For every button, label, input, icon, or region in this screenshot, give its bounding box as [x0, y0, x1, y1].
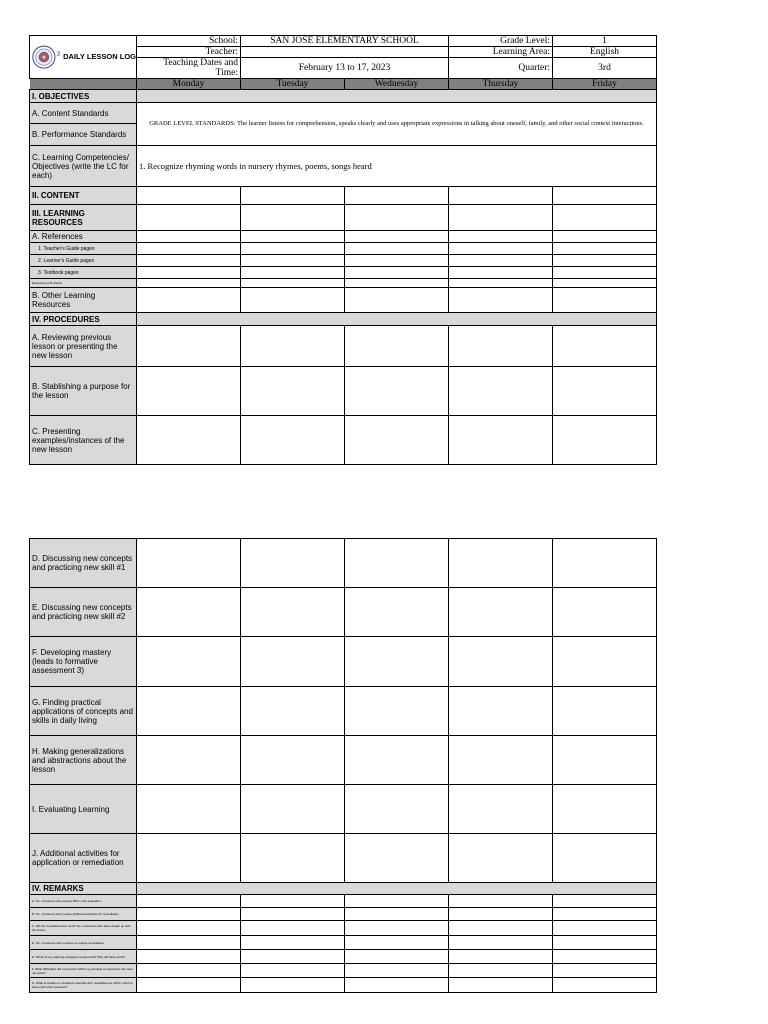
learning-area-label: Learning Area: [449, 47, 553, 58]
cell[interactable] [241, 326, 345, 367]
cell[interactable] [137, 687, 241, 736]
learning-competencies-label: C. Learning Competencies/ Objectives (write the LC for each) [30, 146, 137, 187]
other-learning-resources-label: B. Other Learning Resources [30, 288, 137, 313]
cell[interactable] [241, 416, 345, 465]
cell[interactable] [553, 539, 657, 588]
cell[interactable] [449, 921, 553, 936]
cell[interactable] [449, 736, 553, 785]
remark-f-label: F. What difficulties did I encounter which my principal or supervisor can help me solve? [30, 964, 137, 978]
cell[interactable] [345, 243, 449, 255]
remark-b-label: B. No. of learners who require additional activities for remediation [30, 908, 137, 921]
grade-level-label: Grade Level: [449, 36, 553, 47]
cell[interactable] [137, 908, 241, 921]
cell[interactable] [553, 950, 657, 964]
objectives-heading: I. OBJECTIVES [30, 90, 137, 103]
deped-seal-icon [30, 41, 61, 74]
cell[interactable] [241, 978, 345, 993]
cell[interactable] [241, 921, 345, 936]
objectives-row [30, 90, 657, 103]
procedure-g-label: G. Finding practical applications of concepts and skills in daily living [30, 687, 137, 736]
cell[interactable] [137, 921, 241, 936]
cell[interactable] [449, 279, 553, 288]
cell[interactable] [449, 205, 553, 231]
cell[interactable] [553, 231, 657, 243]
cell[interactable] [449, 588, 553, 637]
procedure-f-label: F. Developing mastery (leads to formative assessment 3) [30, 637, 137, 687]
learning-resources-heading: III. LEARNING RESOURCES [30, 205, 137, 231]
cell[interactable] [241, 267, 345, 279]
remark-a-label: A. No. of learners who earned 80% in the evaluation [30, 895, 137, 908]
cell[interactable] [449, 936, 553, 950]
cell[interactable] [241, 950, 345, 964]
school-value[interactable]: SAN JOSE ELEMENTARY SCHOOL [241, 36, 449, 47]
cell[interactable] [241, 588, 345, 637]
teachers-guide-label: 1. Teacher's Guide pages [30, 243, 137, 255]
cell[interactable] [449, 895, 553, 908]
content-standards-label: A. Content Standards [30, 103, 137, 124]
cell[interactable] [241, 785, 345, 834]
day-friday: Friday [553, 79, 657, 90]
cell[interactable] [345, 950, 449, 964]
cell[interactable] [449, 637, 553, 687]
teacher-value[interactable] [241, 47, 449, 58]
cell[interactable] [241, 895, 345, 908]
cell[interactable] [345, 326, 449, 367]
cell[interactable] [241, 243, 345, 255]
grade-level-value[interactable]: 1 [553, 36, 657, 47]
cell[interactable] [137, 895, 241, 908]
procedure-a-label: A. Reviewing previous lesson or presenting the new lesson [30, 326, 137, 367]
cell[interactable] [345, 279, 449, 288]
cell[interactable] [553, 243, 657, 255]
cell[interactable] [553, 288, 657, 313]
cell[interactable] [137, 255, 241, 267]
cell[interactable] [553, 588, 657, 637]
cell[interactable] [553, 205, 657, 231]
cell[interactable] [137, 243, 241, 255]
logo-digit: 2 [56, 50, 61, 57]
cell[interactable] [345, 637, 449, 687]
cell[interactable] [241, 367, 345, 416]
cell[interactable] [345, 964, 449, 978]
cell[interactable] [553, 187, 657, 205]
cell[interactable] [241, 539, 345, 588]
lr-portal-label: Resources (LR) Portal [30, 279, 137, 288]
cell[interactable] [137, 950, 241, 964]
document-title: DAILY LESSON LOG [63, 52, 136, 61]
cell[interactable] [345, 588, 449, 637]
lesson-log-table-bottom [29, 538, 657, 993]
cell[interactable] [137, 834, 241, 883]
cell[interactable] [553, 687, 657, 736]
cell[interactable] [137, 539, 241, 588]
cell[interactable] [553, 279, 657, 288]
cell[interactable] [553, 978, 657, 993]
cell[interactable] [137, 416, 241, 465]
procedure-j-label: J. Additional activities for application or remediation [30, 834, 137, 883]
cell[interactable] [137, 588, 241, 637]
teaching-dates-value[interactable]: February 13 to 17, 2023 [241, 58, 449, 79]
cell[interactable] [345, 978, 449, 993]
cell[interactable] [345, 255, 449, 267]
cell[interactable] [345, 367, 449, 416]
cell[interactable] [241, 736, 345, 785]
textbook-pages-label: 3. Textbook pages [30, 267, 137, 279]
cell[interactable] [449, 231, 553, 243]
cell[interactable] [345, 416, 449, 465]
cell[interactable] [449, 288, 553, 313]
cell[interactable] [241, 908, 345, 921]
cell[interactable] [241, 231, 345, 243]
cell[interactable] [241, 834, 345, 883]
cell[interactable] [241, 687, 345, 736]
day-wednesday: Wednesday [345, 79, 449, 90]
day-header-row [30, 79, 657, 90]
cell[interactable] [449, 785, 553, 834]
cell[interactable] [345, 895, 449, 908]
cell[interactable] [449, 416, 553, 465]
cell[interactable] [553, 736, 657, 785]
cell[interactable] [241, 187, 345, 205]
cell[interactable] [345, 834, 449, 883]
cell[interactable] [345, 187, 449, 205]
cell[interactable] [449, 187, 553, 205]
cell[interactable] [345, 736, 449, 785]
cell[interactable] [553, 267, 657, 279]
lesson-log-table-top [29, 35, 657, 465]
quarter-label: Quarter: [449, 58, 553, 79]
cell[interactable] [553, 326, 657, 367]
cell[interactable] [137, 785, 241, 834]
learners-guide-label: 2. Learner's Guide pages [30, 255, 137, 267]
cell[interactable] [449, 978, 553, 993]
cell[interactable] [345, 205, 449, 231]
remark-g-label: G. What innovation or localized materials did I used/discover which I wish to share with other teachers? [30, 978, 137, 993]
header-logo-cell [30, 36, 137, 79]
cell[interactable] [449, 539, 553, 588]
cell[interactable] [449, 267, 553, 279]
remarks-heading: IV. REMARKS [30, 883, 137, 895]
grade-level-standards[interactable]: GRADE LEVEL STANDARDS: The learner listens for comprehension, speaks clearly and uses appropriate expressions in talking about oneself, family, and other social context interactions. [137, 103, 657, 146]
procedures-heading: IV. PROCEDURES [30, 313, 137, 326]
cell[interactable] [553, 921, 657, 936]
references-label: A. References [30, 231, 137, 243]
cell[interactable] [137, 736, 241, 785]
cell[interactable] [345, 785, 449, 834]
cell[interactable] [345, 539, 449, 588]
performance-standards-label: B. Performance Standards [30, 124, 137, 146]
procedure-d-label: D. Discussing new concepts and practicing new skill #1 [30, 539, 137, 588]
cell[interactable] [137, 978, 241, 993]
cell[interactable] [553, 416, 657, 465]
cell[interactable] [553, 936, 657, 950]
procedure-c-label: C. Presenting examples/instances of the new lesson [30, 416, 137, 465]
teacher-label: Teacher: [137, 47, 241, 58]
cell[interactable] [345, 687, 449, 736]
cell[interactable] [345, 231, 449, 243]
cell[interactable] [449, 950, 553, 964]
cell[interactable] [137, 231, 241, 243]
remark-e-label: E. Which of my teaching strategies worked well? Why did these work? [30, 950, 137, 964]
quarter-value[interactable]: 3rd [553, 58, 657, 79]
remark-d-label: D. No. of learners who continue to require remediation [30, 936, 137, 950]
remark-c-label: C. Did the remedial lesson work? No. of learners who have caught up with the lesson [30, 921, 137, 936]
cell[interactable] [553, 964, 657, 978]
cell[interactable] [345, 936, 449, 950]
school-label: School: [137, 36, 241, 47]
cell[interactable] [345, 908, 449, 921]
cell[interactable] [449, 255, 553, 267]
cell[interactable] [553, 908, 657, 921]
cell[interactable] [241, 279, 345, 288]
cell[interactable] [553, 785, 657, 834]
cell[interactable] [345, 267, 449, 279]
cell[interactable] [449, 367, 553, 416]
cell[interactable] [553, 367, 657, 416]
cell[interactable] [345, 288, 449, 313]
procedure-b-label: B. Stablishing a purpose for the lesson [30, 367, 137, 416]
cell[interactable] [241, 288, 345, 313]
cell[interactable] [241, 637, 345, 687]
cell[interactable] [137, 279, 241, 288]
cell[interactable] [449, 834, 553, 883]
day-tuesday: Tuesday [241, 79, 345, 90]
cell[interactable] [137, 326, 241, 367]
cell[interactable] [345, 921, 449, 936]
cell[interactable] [449, 908, 553, 921]
cell[interactable] [449, 243, 553, 255]
cell[interactable] [137, 288, 241, 313]
cell[interactable] [449, 326, 553, 367]
cell[interactable] [553, 255, 657, 267]
cell[interactable] [241, 205, 345, 231]
content-heading: II. CONTENT [30, 187, 137, 205]
cell[interactable] [553, 895, 657, 908]
day-thursday: Thursday [449, 79, 553, 90]
procedure-e-label: E. Discussing new concepts and practicing new skill #2 [30, 588, 137, 637]
teaching-dates-label: Teaching Dates and Time: [137, 58, 241, 79]
cell[interactable] [137, 637, 241, 687]
learning-competency-value[interactable]: 1. Recognize rhyming words in nursery rhymes, poems, songs heard [137, 146, 657, 187]
cell[interactable] [137, 267, 241, 279]
learning-area-value[interactable]: English [553, 47, 657, 58]
day-monday: Monday [137, 79, 241, 90]
cell[interactable] [137, 187, 241, 205]
cell[interactable] [553, 834, 657, 883]
procedure-i-label: I. Evaluating Learning [30, 785, 137, 834]
cell[interactable] [137, 205, 241, 231]
cell[interactable] [241, 936, 345, 950]
cell[interactable] [449, 964, 553, 978]
cell[interactable] [137, 964, 241, 978]
cell[interactable] [241, 964, 345, 978]
cell[interactable] [137, 936, 241, 950]
procedure-h-label: H. Making generalizations and abstractions about the lesson [30, 736, 137, 785]
cell[interactable] [449, 687, 553, 736]
cell[interactable] [553, 637, 657, 687]
cell[interactable] [241, 255, 345, 267]
cell[interactable] [137, 367, 241, 416]
